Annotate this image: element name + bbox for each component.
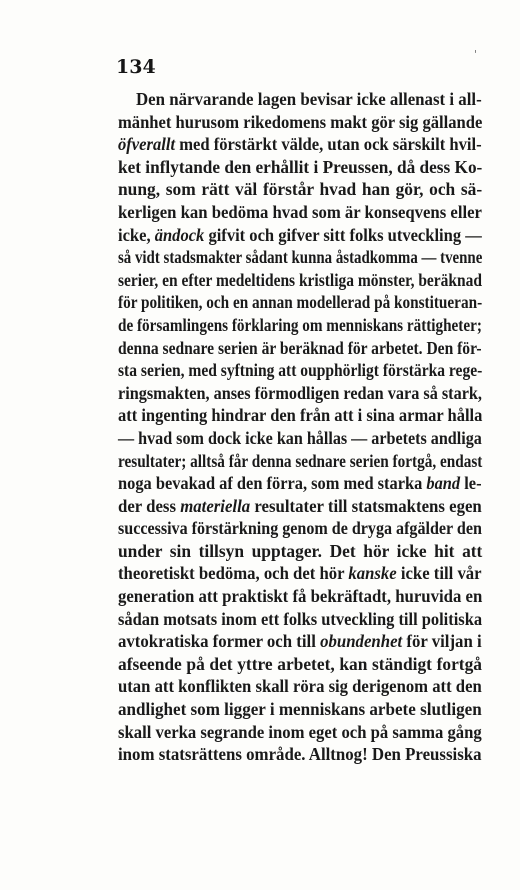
text-line: de församlingens förklaring om menniskans rättigheter; [118, 314, 482, 335]
text-line: för politiken, och en annan modellerad på konstitueran- [118, 292, 483, 313]
corner-mark: ' [474, 48, 478, 61]
text-line: generation att praktiskt få bekräftadt, huruvida en [118, 586, 483, 607]
text-line: icke, ändock gifvit och gifver sitt folks utveckling — [118, 224, 482, 245]
text-line: mänhet hurusom rikedomens makt gör sig gällande [118, 111, 483, 132]
text-line: skall verka segrande inom eget och på samma gång [118, 721, 482, 742]
text-line: afseende på det yttre arbetet, kan ständigt fortgå [118, 653, 482, 674]
text-line: så vidt stadsmakter sådant kunna åstadkomma — tvenne [118, 247, 483, 268]
text-line: resultater; alltså får denna sednare serien fortgå, endast [118, 450, 483, 471]
text-line: öfverallt med förstärkt välde, utan ock särskilt hvil- [118, 134, 482, 155]
text-line: utan att konflikten skall röra sig derigenom att den [118, 676, 482, 697]
body-text [118, 88, 482, 766]
text-line: under sin tillsyn upptager. Det hör icke hit att [118, 540, 483, 561]
page-number: 134 [116, 56, 156, 78]
text-line: theoretiskt bedöma, och det hör kanske icke till vår [118, 563, 482, 584]
text-line: ket inflytande den erhållit i Preussen, då dess Ko- [118, 156, 483, 177]
text-line: successiva förstärkning genom de dryga afgälder den [118, 518, 482, 539]
text-line: inom statsrättens område. Alltnog! Den Preussiska [118, 744, 482, 765]
text-line: avtokratiska former och till obundenhet för viljan i [118, 631, 482, 652]
text-line: kerligen kan bedöma hvad som är konseqvens eller [118, 201, 482, 222]
text-line: att ingenting hindrar den från att i sina armar hålla [118, 405, 483, 426]
text-line: sta serien, med syftning att oupphörligt förstärka rege- [118, 360, 483, 381]
text-line: sådan motsats inom ett folks utveckling till politiska [118, 608, 483, 629]
text-line: serier, en efter medeltidens kristliga mönster, beräknad [118, 269, 482, 290]
text-line: noga bevakad af den förra, som med starka band le- [118, 473, 482, 494]
text-line: — hvad som dock icke kan hållas — arbetets andliga [118, 427, 482, 448]
text-line: denna sednare serien är beräknad för arbetet. Den för- [118, 337, 482, 358]
text-line: nung, som rätt väl förstår hvad han gör, och sä- [118, 179, 483, 200]
text-line: der dess materiella resultater till statsmaktens egen [118, 495, 482, 516]
text-line: andlighet som ligger i menniskans arbete slutligen [118, 699, 482, 720]
text-line: ringsmakten, anses förmodligen redan vara så stark, [118, 382, 483, 403]
text-line: Den närvarande lagen bevisar icke allenast i all- [136, 89, 482, 109]
